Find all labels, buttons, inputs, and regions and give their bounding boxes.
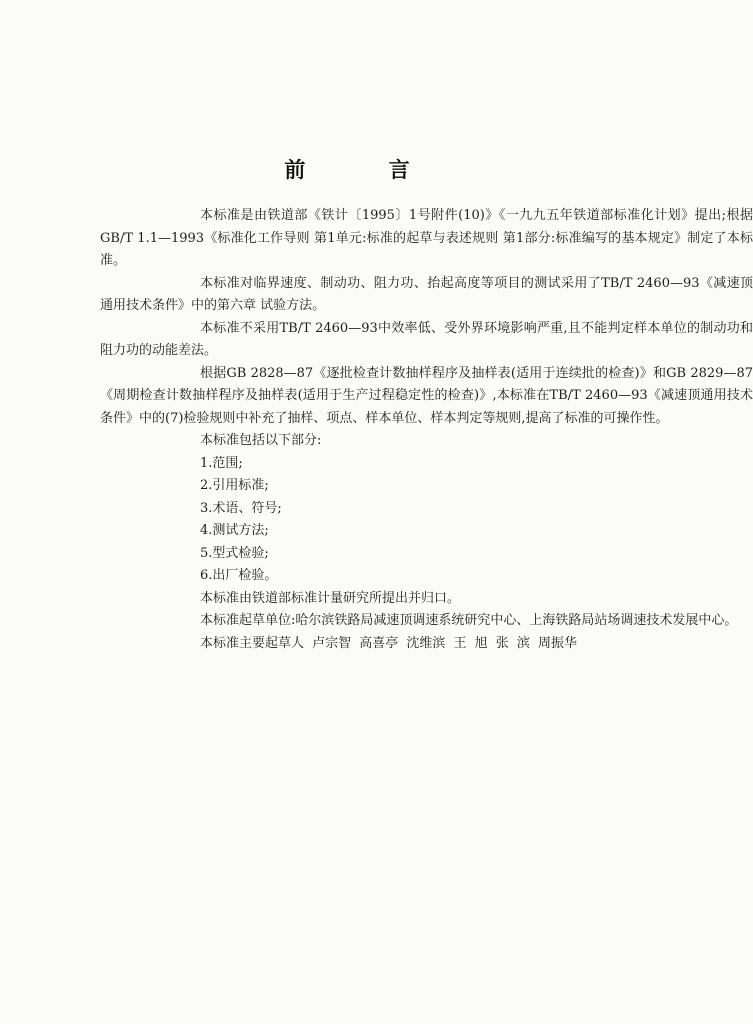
list-item-type-inspection: 5.型式检验; [200,545,269,561]
page-title: 前 言 [284,158,448,182]
paragraph-test-methods: 本标准对临界速度、制动功、阻力功、抬起高度等项目的测试采用了TB/T 2460—93《减速顶通用技术条件》中的第六章 试验方法。 [100,275,753,313]
paragraph-responsible-body: 本标准由铁道部标准计量研究所提出并归口。 [200,590,461,606]
paragraph-contents-intro: 本标准包括以下部分: [200,433,322,448]
foreword-body [100,205,753,655]
list-item-test-methods: 4.测试方法; [200,523,269,538]
list-item-factory-inspection: 6.出厂检验。 [200,568,278,583]
list-item-terms: 3.术语、符号; [200,500,282,516]
paragraph-drafters: 本标准主要起草人 卢宗智 高喜亭 沈维滨 王 旭 张 滨 周振华 [200,635,578,651]
paragraph-proposal: 本标准是由铁道部《铁计〔1995〕1号附件(10)》《一九九五年铁道部标准化计划》提出;根据GB/T 1.1—1993《标准化工作导则 第1单元:标准的起草与表述规则 第1部分:标准编写的基本规定》制定了本标准。 [100,208,753,268]
paragraph-exclusion: 本标准不采用TB/T 2460—93中效率低、受外界环境影响严重,且不能判定样本单位的制动功和阻力功的动能差法。 [100,320,753,358]
list-item-scope: 1.范围; [200,455,243,471]
paragraph-drafting-units: 本标准起草单位:哈尔滨铁路局减速顶调速系统研究中心、上海铁路局站场调速技术发展中心。 [200,613,738,628]
list-item-references: 2.引用标准; [200,478,269,493]
paragraph-sampling: 根据GB 2828—87《逐批检查计数抽样程序及抽样表(适用于连续批的检查)》和GB 2829—87《周期检查计数抽样程序及抽样表(适用于生产过程稳定性的检查)》,本标准在TB/T 2460—93《减速顶通用技术条件》中的(7)检验规则中补充了抽样、项点、样本单位、样本判定等规则,提高了标准的可操作性。 [100,365,753,426]
